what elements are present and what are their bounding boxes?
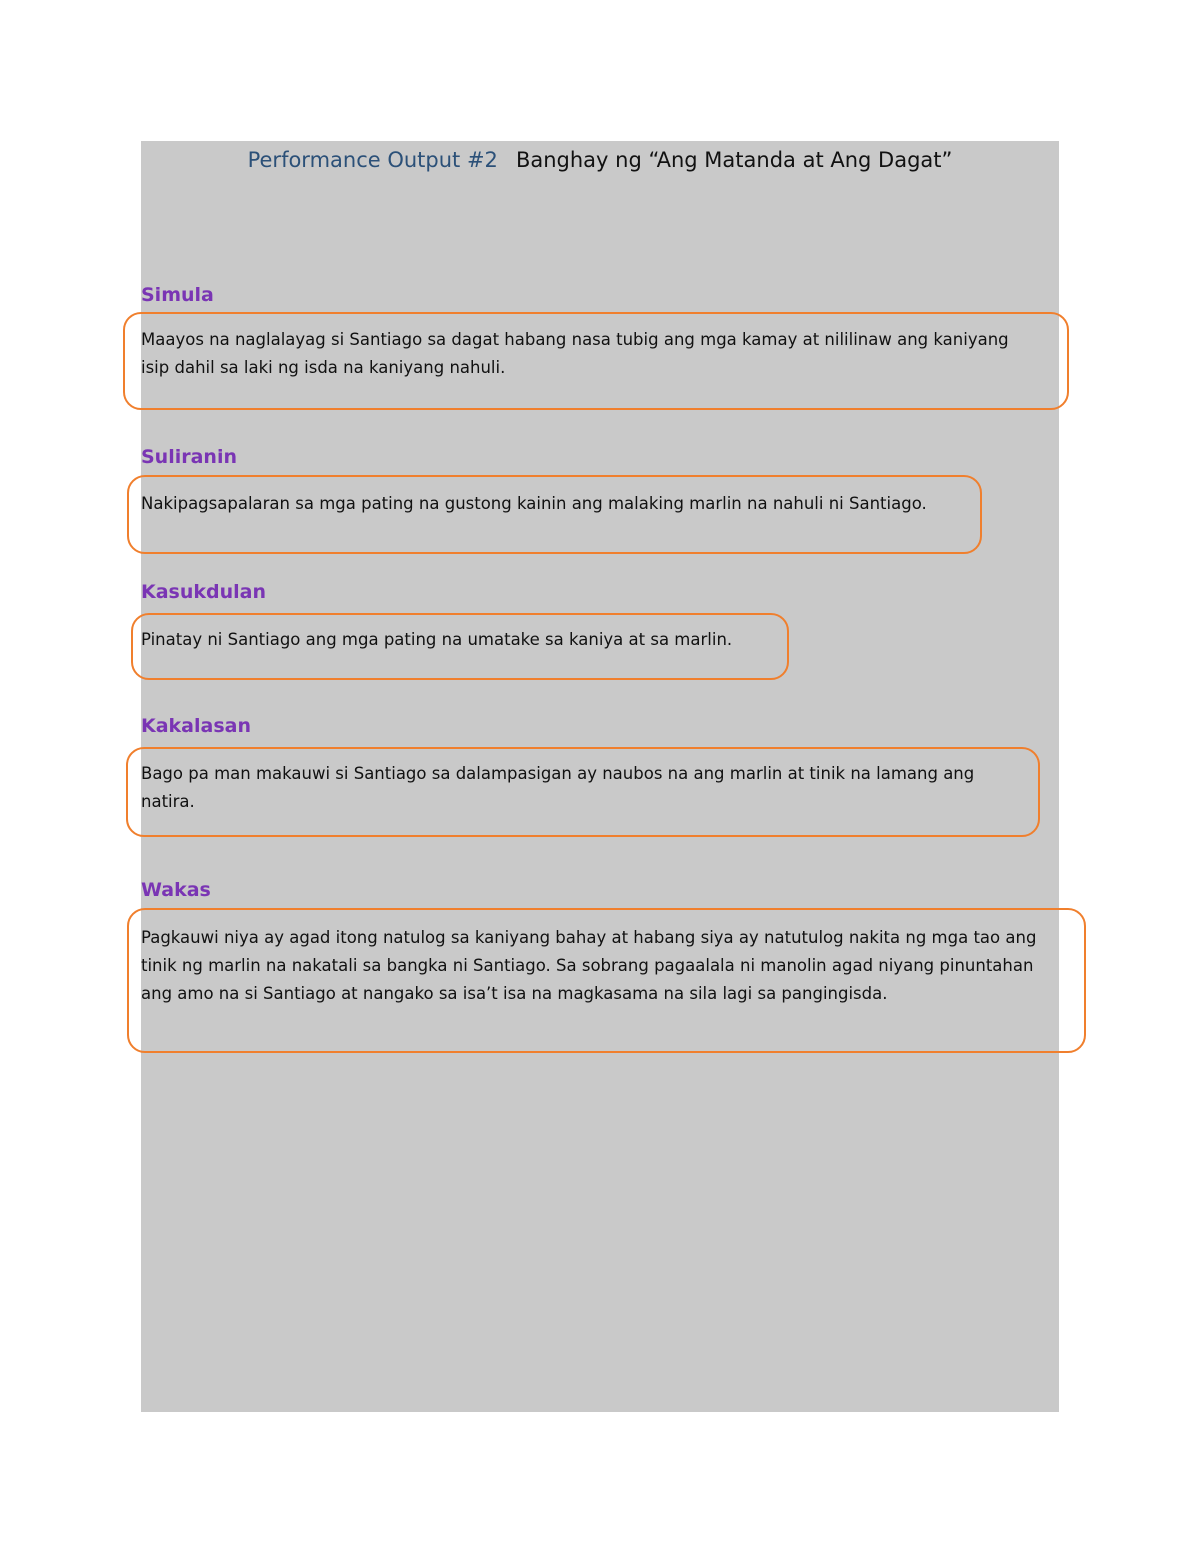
heading-kasukdulan: Kasukdulan <box>141 581 267 603</box>
text-suliranin: Nakipagsapalaran sa mga pating na gustong kainin ang malaking marlin na nahuli ni Santiago. <box>141 494 927 513</box>
text-wakas: Pagkauwi niya ay agad itong natulog sa kaniyang bahay at habang siya ay natutulog nakita ng mga tao ang tinik ng marlin na nakatali sa bangka ni Santiago. Sa sobrang pagaalala ni manolin agad niyang pinuntahan ang amo na si Santiago at nangako sa isa’t isa na magkasama na sila lagi sa pangingisda. <box>141 928 1037 1003</box>
text-kasukdulan: Pinatay ni Santiago ang mga pating na umatake sa kaniya at sa marlin. <box>141 630 733 649</box>
text-simula: Maayos na naglalayag si Santiago sa dagat habang nasa tubig ang mga kamay at nililinaw ang kaniyang isip dahil sa laki ng isda na kaniyang nahuli. <box>141 330 1009 377</box>
text-kakalasan: Bago pa man makauwi si Santiago sa dalampasigan ay naubos na ang marlin at tinik na lamang ang natira. <box>141 764 975 811</box>
heading-simula: Simula <box>141 284 214 306</box>
heading-suliranin: Suliranin <box>141 446 237 468</box>
title-performance-output: Performance Output #2 <box>247 148 498 172</box>
page-title <box>0 147 1200 173</box>
title-banghay: Banghay ng “Ang Matanda at Ang Dagat” <box>515 148 953 172</box>
heading-kakalasan: Kakalasan <box>141 715 251 737</box>
heading-wakas: Wakas <box>141 879 211 901</box>
